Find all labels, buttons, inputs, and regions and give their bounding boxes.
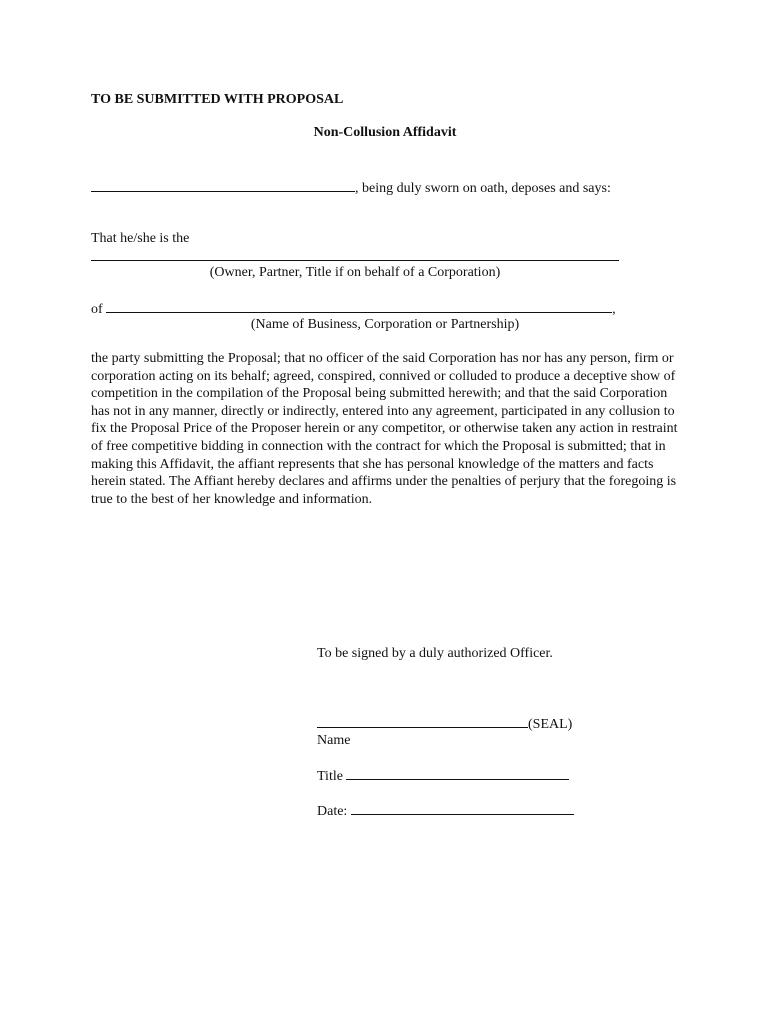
business-line [91, 299, 616, 318]
affiant-line [91, 178, 611, 197]
title-field[interactable] [346, 766, 569, 780]
name-label: Name [317, 733, 351, 748]
submit-note: TO BE SUBMITTED WITH PROPOSAL [91, 92, 344, 107]
business-lead: of [91, 302, 103, 317]
affiant-line-text: , being duly sworn on oath, deposes and says: [355, 181, 611, 196]
date-line [317, 801, 574, 820]
business-trailing: , [612, 302, 616, 317]
business-name-field[interactable] [106, 299, 612, 313]
title-line [317, 766, 569, 785]
role-field[interactable] [91, 260, 619, 261]
date-label: Date: [317, 804, 348, 819]
business-caption: (Name of Business, Corporation or Partnership) [250, 317, 520, 332]
role-caption: (Owner, Partner, Title if on behalf of a Corporation) [209, 265, 501, 280]
affidavit-body: the party submitting the Proposal; that no officer of the said Corporation has nor has any person, firm or corporation acting on its behalf; agreed, conspired, connived or colluded to produce a deceptive show of competition in the compilation of the Proposal being submitted herewith; and that the said Corporation has not in any manner, directly or indirectly, entered into any agreement, participated in any collusion to fix the Proposal Price of the Proposer herein or any competitor, or otherwise taken any action in restraint of free competitive bidding in connection with the contract for which the Proposal is submitted; that in making this Affidavit, the affiant represents that she has personal knowledge of the matters and facts herein stated. The Affiant hereby declares and affirms under the penalties of perjury that the foregoing is true to the best of her knowledge and information. [91, 351, 678, 507]
date-field[interactable] [351, 801, 574, 815]
name-signature-field[interactable] [317, 714, 528, 728]
signing-instruction: To be signed by a duly authorized Officer. [317, 646, 553, 661]
document-title: Non-Collusion Affidavit [313, 125, 457, 140]
seal-line [317, 714, 572, 733]
role-lead: That he/she is the [91, 231, 190, 246]
title-label: Title [317, 769, 343, 784]
affiant-name-field[interactable] [91, 178, 355, 192]
seal-label: (SEAL) [528, 717, 573, 732]
